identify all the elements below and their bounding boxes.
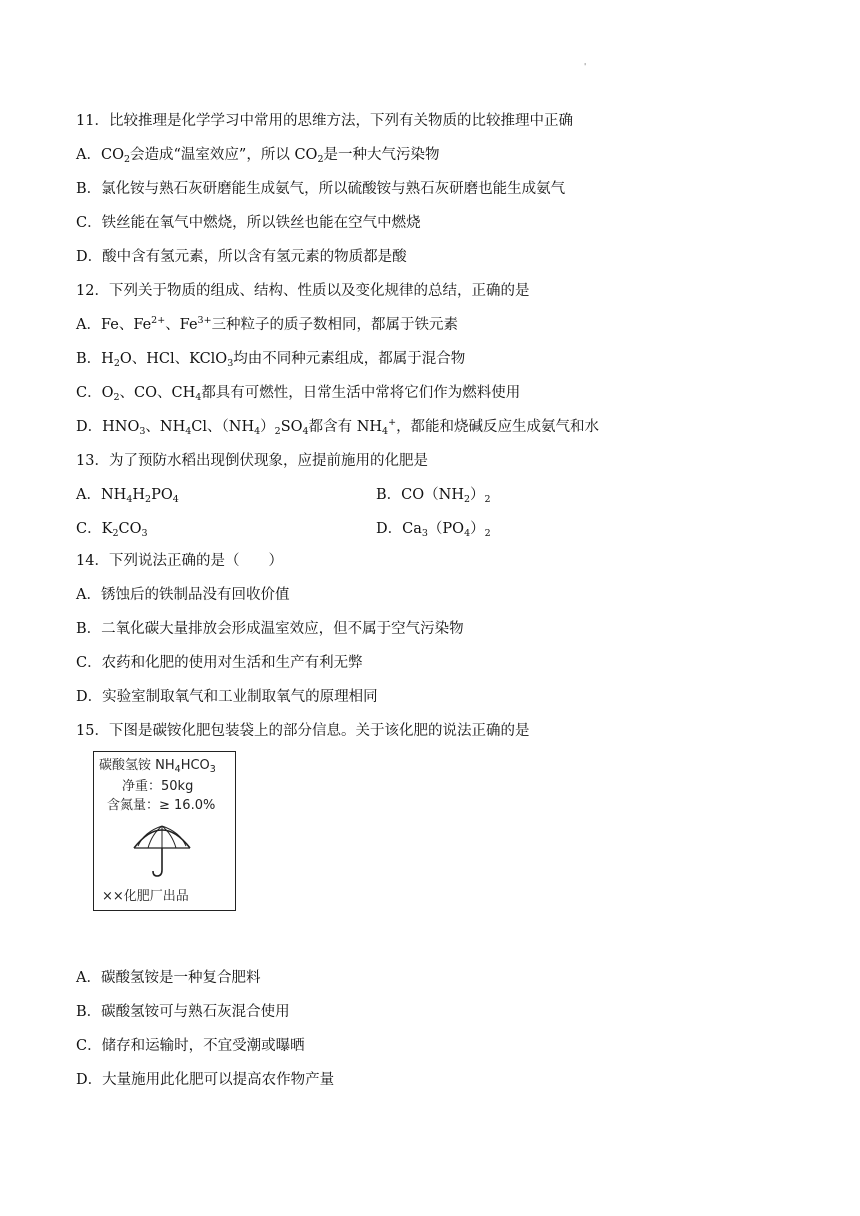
q13-stem: 13．为了预防水稻出现倒伏现象，应提前施用的化肥是 xyxy=(76,453,428,469)
q15-stem: 15．下图是碳铵化肥包装袋上的部分信息。关于该化肥的说法正确的是 xyxy=(76,723,530,739)
q14-option-c: C．农药和化肥的使用对生活和生产有利无弊 xyxy=(76,655,363,671)
q11-stem: 11．比较推理是化学学习中常用的思维方法，下列有关物质的比较推理中正确 xyxy=(76,113,573,129)
q11-option-b: B．氯化铵与熟石灰研磨能生成氨气，所以硫酸铵与熟石灰研磨也能生成氨气 xyxy=(76,181,566,197)
label-product-name: 碳酸氢铵 $NH_4HCO_3$ xyxy=(99,758,216,775)
q14-stem: 14．下列说法正确的是（ ） xyxy=(76,553,283,569)
q15-option-d: D．大量施用此化肥可以提高农作物产量 xyxy=(76,1072,335,1088)
label-net-weight: 净重：50kg xyxy=(122,779,194,794)
q14-option-d: D．实验室制取氧气和工业制取氧气的原理相同 xyxy=(76,689,378,705)
q13-option-a: A．$NH_4H_2PO_4$ xyxy=(76,487,179,505)
q11-option-d: D．酸中含有氢元素，所以含有氢元素的物质都是酸 xyxy=(76,249,407,265)
umbrella-icon xyxy=(132,822,192,878)
q12-stem: 12．下列关于物质的组成、结构、性质以及变化规律的总结，正确的是 xyxy=(76,283,530,299)
q14-option-b: B．二氧化碳大量排放会形成温室效应，但不属于空气污染物 xyxy=(76,621,464,637)
label-manufacturer: ××化肥厂出品 xyxy=(102,889,189,904)
page-mark: ' xyxy=(584,62,587,71)
q12-option-b: B．$H_2O$、HCl、KClO$_3$均由不同种元素组成，都属于混合物 xyxy=(76,351,466,369)
fertilizer-package-label xyxy=(93,751,236,911)
q15-option-c: C．储存和运输时，不宜受潮或曝晒 xyxy=(76,1038,305,1054)
q12-option-c: C．$O_2$、CO、$CH_4$都具有可燃性，日常生活中常将它们作为燃料使用 xyxy=(76,385,521,403)
q14-option-a: A．锈蚀后的铁制品没有回收价值 xyxy=(76,587,290,603)
q15-option-a: A．碳酸氢铵是一种复合肥料 xyxy=(76,970,261,986)
q13-option-b: B．$CO(NH_2)_2$ xyxy=(376,487,491,505)
q11-option-a: A．$CO_2$会造成“温室效应”，所以 $CO_2$是一种大气污染物 xyxy=(76,147,440,165)
q12-option-d: D．$HNO_3$、$NH_4Cl$、$(NH_4)_2SO_4$都含有 $NH_4^+$，都能和烧碱反应生成氨气和水 xyxy=(76,417,600,437)
q15-option-b: B．碳酸氢铵可与熟石灰混合使用 xyxy=(76,1004,290,1020)
label-nitrogen-content: 含氮量：≥ 16.0% xyxy=(107,798,216,813)
q12-option-a: A．Fe、$Fe^{2+}$、$Fe^{3+}$三种粒子的质子数相同，都属于铁元素 xyxy=(76,315,459,333)
q11-option-c: C．铁丝能在氧气中燃烧，所以铁丝也能在空气中燃烧 xyxy=(76,215,421,231)
q13-option-c: C．$K_2CO_3$ xyxy=(76,521,148,539)
q13-option-d: D．$Ca_3(PO_4)_2$ xyxy=(376,521,491,539)
